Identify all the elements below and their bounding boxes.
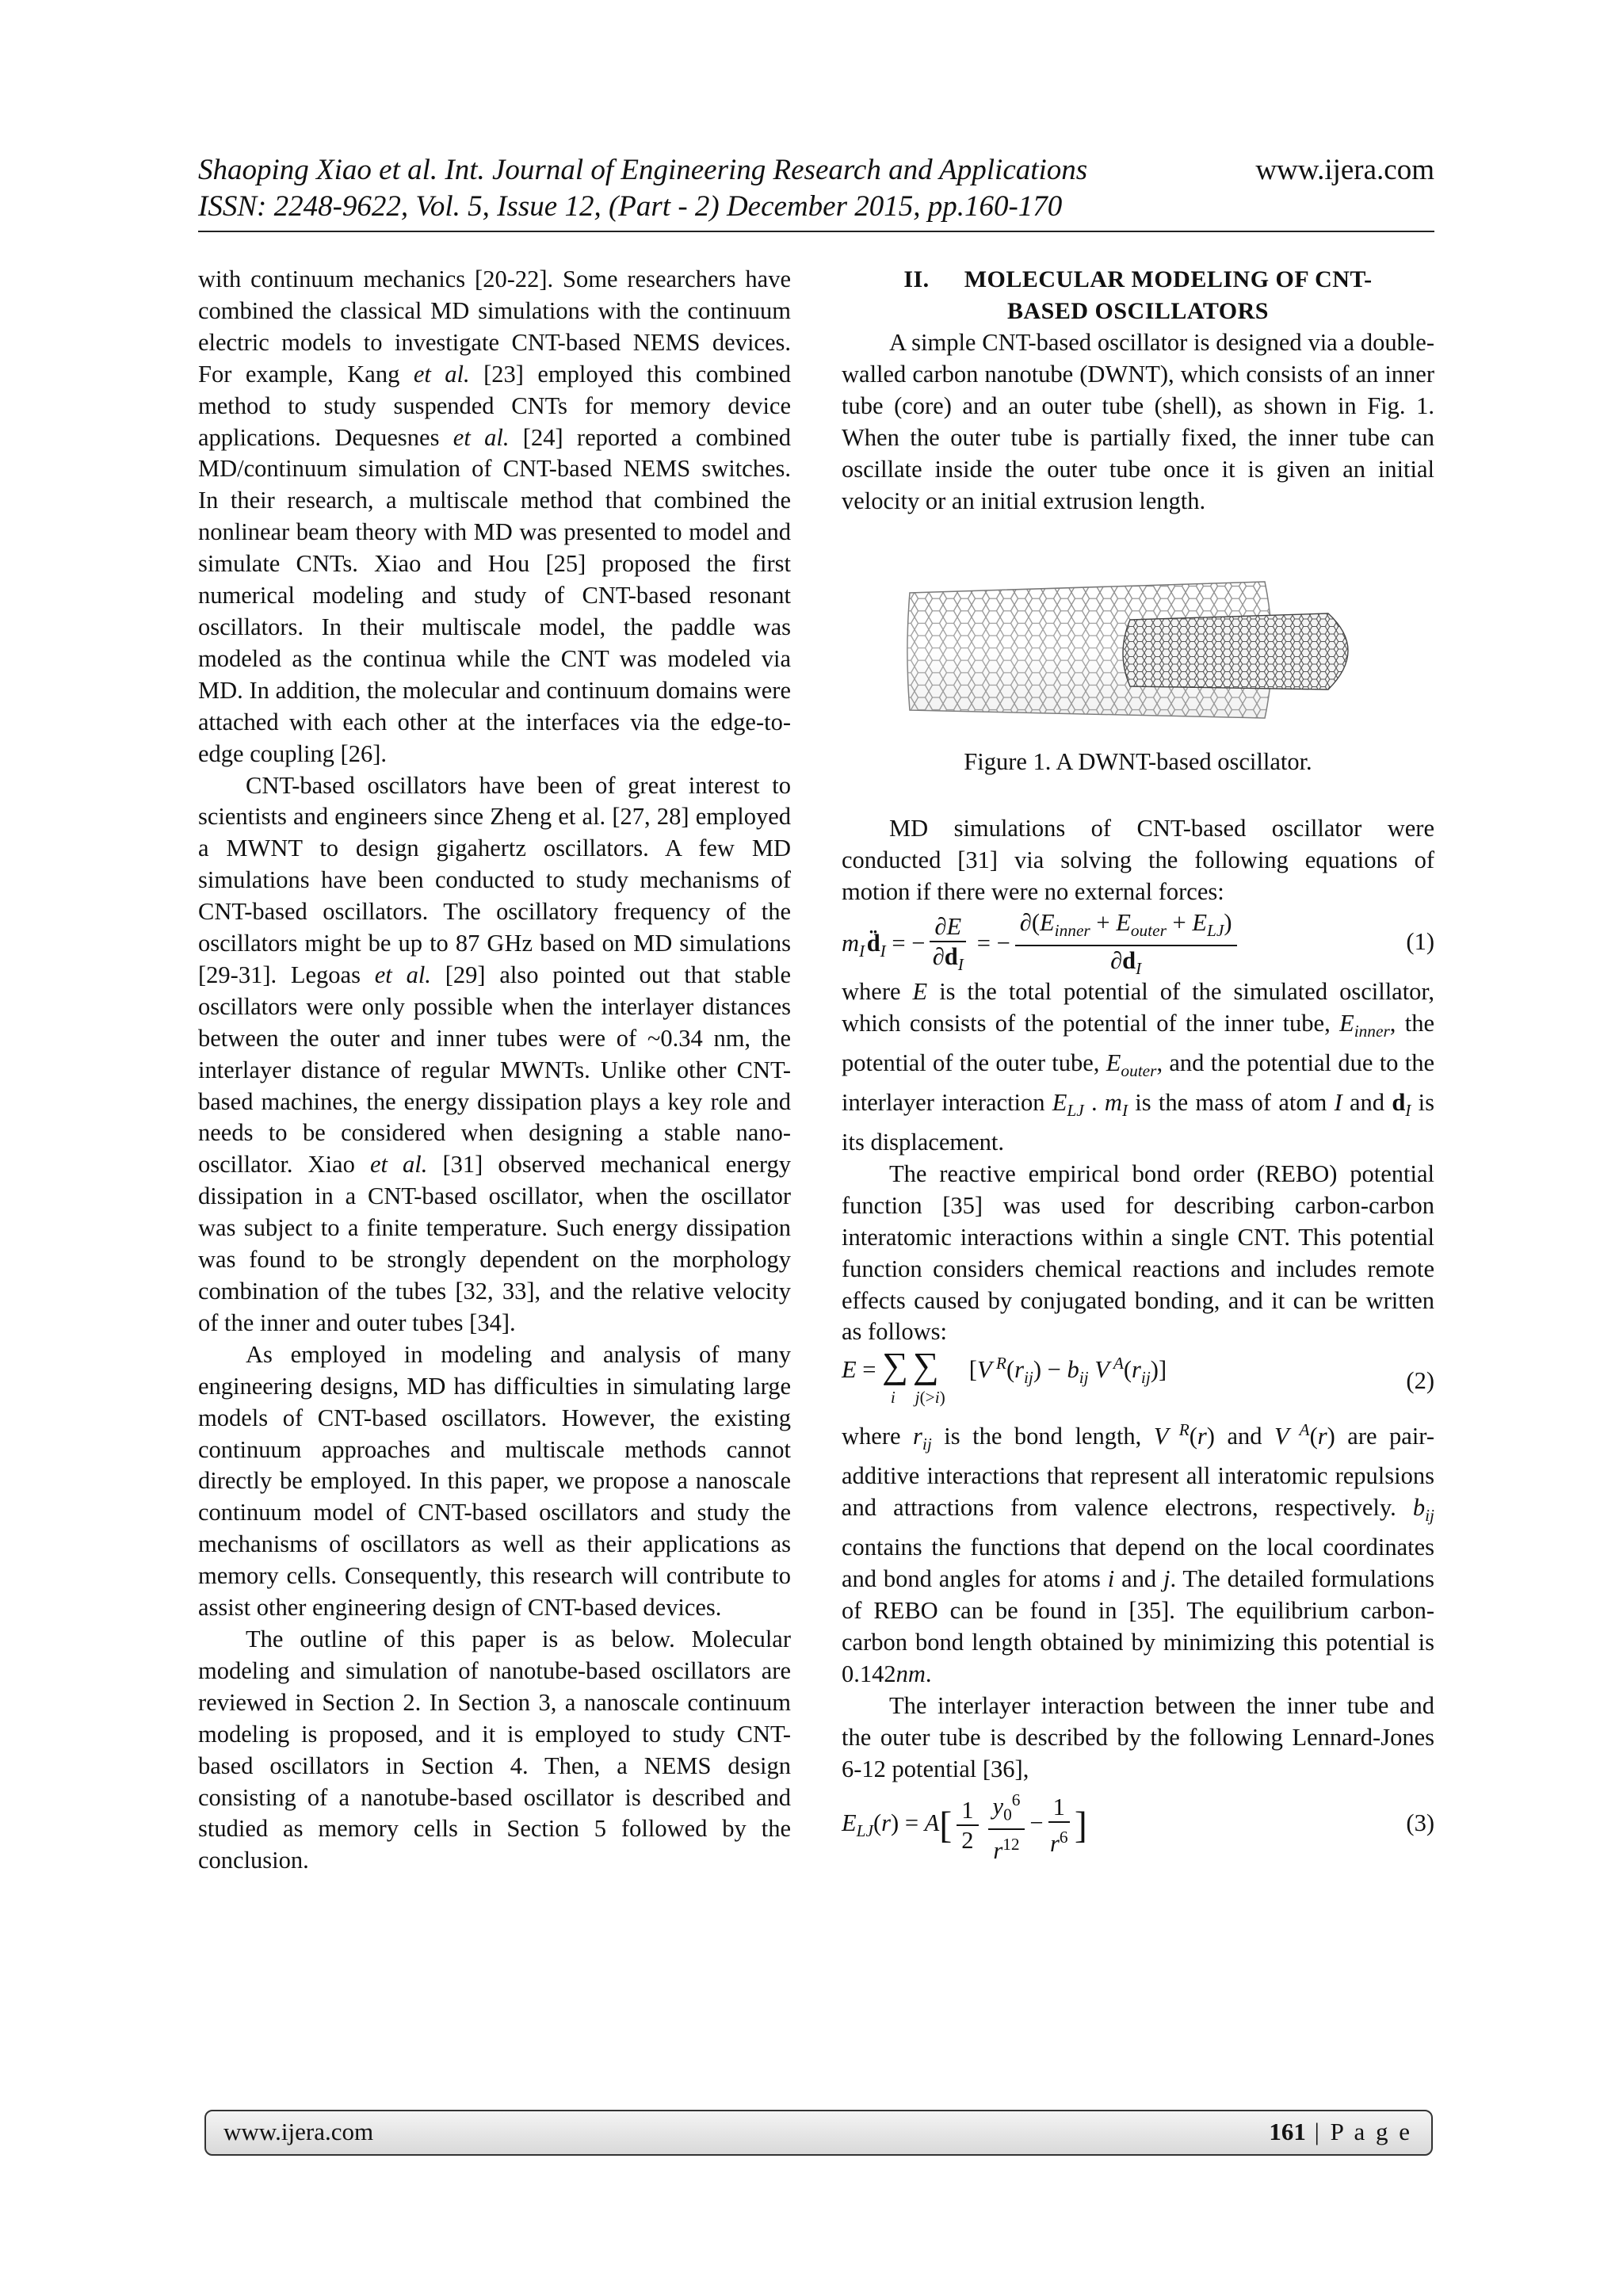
paragraph: The interlayer interaction between the inner tube and the outer tube is described by the following Lennard-Jones 6-12 potential [36], (842, 1691, 1434, 1782)
equation-number: (2) (1406, 1367, 1434, 1395)
running-header (198, 152, 1434, 225)
paragraph: MD simulations of CNT-based oscillator were conducted [31] via solving the following equations of motion if there were no external forces: (842, 815, 1434, 906)
footer-site-link[interactable]: www.ijera.com (223, 2118, 374, 2145)
paragraph: CNT-based oscillators have been of great interest to scientists and engineers since Zheng et al. [27, 28] employed a MWNT to design gigahertz oscillators. A few MD simulations have been conducted to study mechanisms of CNT-based oscillators. The oscillatory frequency of the oscillators might be up to 87 GHz based on MD simulations [29-31]. Legoas et al. [29] also pointed out that stable oscillators were only possible when the interlayer distances between the outer and inner tubes were of ~0.34 nm, the interlayer distance of regular MWNTs. Unlike other CNT-based machines, the energy dissipation plays a key role and needs to be considered when designing a stable nano-oscillator. Xiao et al. [31] observed mechanical energy dissipation in a CNT-based oscillator, when the oscillator was subject to a finite temperature. Such energy dissipation was found to be strongly dependent on the morphology combination of the tubes [32, 33], and the relative velocity of the inner and outer tubes [34]. (198, 771, 792, 1336)
header-site-link[interactable]: www.ijera.com (1255, 154, 1434, 186)
paragraph: with continuum mechanics [20-22]. Some researchers have combined the classical MD simulations with the continuum electric models to investigate CNT-based NEMS devices. For example, Kang et al. [23] employed this combined method to study suspended CNTs for memory device applications. Dequesnes et al. [24] reported a combined MD/continuum simulation of CNT-based NEMS switches. In their research, a multiscale method that combined the nonlinear beam theory with MD was presented to model and simulate CNTs. Xiao and Hou [25] proposed the first numerical modeling and study of CNT-based resonant oscillators. In their multiscale model, the paddle was modeled as the continua while the CNT was modeled via MD. In addition, the molecular and continuum domains were attached with each other at the interfaces via the edge-to-edge coupling [26]. (198, 266, 791, 767)
header-issn-line: ISSN: 2248-9622, Vol. 5, Issue 12, (Part - 2) December 2015, pp.160-170 (198, 190, 1063, 223)
section-heading: II. MOLECULAR MODELING OF CNT- BASED OSCILLATORS (903, 266, 1373, 324)
figure-caption: Figure 1. A DWNT-based oscillator. (964, 748, 1312, 776)
page-footer (204, 2110, 1433, 2156)
dwnt-oscillator-image (900, 574, 1376, 729)
figure-1 (842, 574, 1434, 778)
equation-1: $m_I$ $d̈_I$ = − $\frac{\partial E}{\partial d_I}$ = − $\frac{\partial(E_{inner} + E_{outer} + E_{LJ})}{\partial d_I}$ (1) (842, 909, 1434, 979)
paragraph: where E is the total potential of the simulated oscillator, which consists of the potential of the inner tube, $E_{inner}$, the potential of the outer tube, $E_{outer}$, and the potential due to the interlayer interaction $E_{LJ}$ . $m_I$ is the mass of atom I and $d_I$ is its displacement. (842, 978, 1435, 1156)
equation-number: (3) (1406, 1809, 1434, 1836)
header-journal-line: Shaoping Xiao et al. Int. Journal of Engineering Research and Applications (198, 154, 1088, 186)
paragraph: A simple CNT-based oscillator is designed via a double-walled carbon nanotube (DWNT), which consists of an inner tube (core) and an outer tube (shell), as shown in Fig. 1. When the outer tube is partially fixed, the inner tube can oscillate inside the outer tube once it is given an initial velocity or an initial extrusion length. (842, 329, 1434, 514)
paragraph: The outline of this paper is as below. Molecular modeling and simulation of nanotube-based oscillators are reviewed in Section 2. In Section 3, a nanoscale continuum modeling is proposed, and it is employed to study CNT-based oscillators in Section 4. Then, a NEMS design consisting of a nanotube-based oscillator is described and studied as memory cells in Section 5 followed by the conclusion. (198, 1625, 791, 1874)
right-column (842, 264, 1435, 1865)
equation-3: $E_{LJ}(r) = A$[ $\frac{1}{2}$ $\frac{y_0^6}{r^{12}}$ − $\frac{1}{r^6}$ ] (3) (842, 1786, 1434, 1862)
equation-2: $E = \sum_i\sum_{j(>i)}[V$ $^R(r_{ij}) - b_{ij}$ V $^A(r_{ij})$] (2) (842, 1345, 1434, 1407)
paragraph: As employed in modeling and analysis of many engineering designs, MD has difficulties in simulating large models of CNT-based oscillators. However, the existing continuum approaches and multiscale methods cannot directly be employed. In this paper, we propose a nanoscale continuum model of CNT-based oscillators and study the mechanisms of oscillators as well as their applications as memory cells. Consequently, this research will contribute to assist other engineering design of CNT-based devices. (198, 1340, 791, 1622)
footer-page-number: 161 | P a g e (1269, 2118, 1412, 2145)
equation-number: (1) (1406, 928, 1434, 956)
paragraph: The reactive empirical bond order (REBO) potential function [35] was used for describing carbon-carbon interatomic interactions within a single CNT. This potential function considers chemical reactions and includes remote effects caused by conjugated bonding, and it can be written as follows: (842, 1159, 1434, 1346)
left-column (198, 264, 791, 1877)
header-rule (198, 231, 1434, 232)
paragraph: where $r_{ij}$ is the bond length, V $^R$(r) and V $^A$(r) are pair-additive interactions that represent all interatomic repulsions and attractions from valence electrons, respectively. $b_{ij}$ contains the functions that depend on the local coordinates and bond angles for atoms i and j. The detailed formulations of REBO can be found in [35]. The equilibrium carbon-carbon bond length obtained by minimizing this potential is 0.142nm. (842, 1420, 1435, 1687)
